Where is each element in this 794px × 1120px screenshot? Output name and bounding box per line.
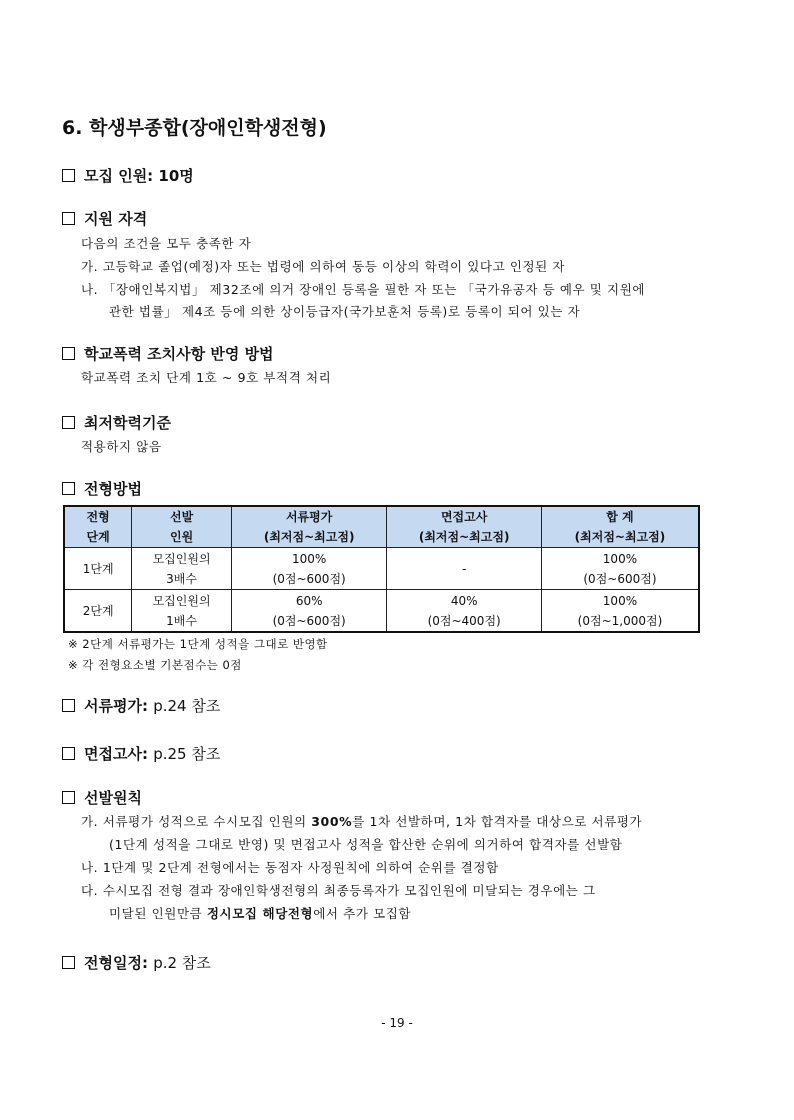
select-cell: 모집인원의 3배수	[132, 548, 232, 590]
violence-heading	[62, 343, 274, 364]
recruit-heading	[62, 165, 194, 186]
checkbox-square-icon	[62, 169, 75, 182]
table-row	[64, 548, 699, 590]
header-cell: 서류평가 (최저점~최고점)	[231, 506, 387, 548]
qualification-item: 관한 법률」 제4조 등에 의한 상이등급자(국가보훈처 등록)로 등록이 되어 있는 자	[109, 304, 581, 319]
header-cell: 면접고사 (최저점~최고점)	[387, 506, 542, 548]
stage-cell: 1단계	[64, 548, 132, 590]
checkbox-square-icon	[62, 699, 75, 712]
interview-cell: 40% (0점~400점)	[387, 590, 542, 633]
checkbox-square-icon	[62, 212, 75, 225]
doc-cell: 100% (0점~600점)	[231, 548, 387, 590]
interview-cell: -	[387, 548, 542, 590]
table-header-row	[64, 506, 699, 548]
interview-label: 면접고사:	[84, 745, 148, 763]
total-cell: 100% (0점~1,000점)	[541, 590, 699, 633]
principle-item: 미달된 인원만큼 정시모집 해당전형에서 추가 모집함	[109, 906, 412, 921]
doc-cell: 60% (0점~600점)	[231, 590, 387, 633]
violence-text: 학교폭력 조치 단계 1호 ~ 9호 부적격 처리	[81, 370, 332, 385]
checkbox-square-icon	[62, 416, 75, 429]
method-heading-text: 전형방법	[84, 480, 142, 498]
checkbox-square-icon	[62, 956, 75, 969]
principle-item: 나. 1단계 및 2단계 전형에서는 동점자 사정원칙에 의하여 순위를 결정함	[81, 860, 499, 875]
checkbox-square-icon	[62, 347, 75, 360]
qualification-heading	[62, 208, 147, 229]
minimum-text: 적용하지 않음	[81, 439, 162, 454]
checkbox-square-icon	[62, 482, 75, 495]
minimum-heading-text: 최저학력기준	[84, 414, 171, 432]
doc-eval-heading	[62, 695, 220, 716]
doc-eval-ref: p.24 참조	[153, 697, 221, 715]
header-cell: 선발 인원	[132, 506, 232, 548]
checkbox-square-icon	[62, 791, 75, 804]
table-note: ※ 각 전형요소별 기본점수는 0점	[68, 658, 242, 672]
table-row	[64, 590, 699, 633]
section-title: 6. 학생부종합(장애인학생전형)	[62, 117, 327, 139]
violence-heading-text: 학교폭력 조치사항 반영 방법	[84, 345, 274, 363]
total-cell: 100% (0점~600점)	[541, 548, 699, 590]
header-cell: 합 계 (최저점~최고점)	[541, 506, 699, 548]
table-note: ※ 2단계 서류평가는 1단계 성적을 그대로 반영함	[68, 637, 328, 651]
schedule-label: 전형일정:	[84, 954, 148, 972]
qualification-item: 가. 고등학교 졸업(예정)자 또는 법령에 의하여 동등 이상의 학력이 있다고 인정된 자	[81, 259, 566, 274]
qualification-item: 나. 「장애인복지법」 제32조에 의거 장애인 등록을 필한 자 또는 「국가유공자 등 예우 및 지원에	[81, 282, 646, 297]
recruit-value: 10명	[158, 167, 194, 185]
principle-heading	[62, 787, 142, 808]
recruit-label: 모집 인원:	[84, 167, 154, 185]
qualification-intro: 다음의 조건을 모두 충족한 자	[81, 236, 252, 251]
stage-cell: 2단계	[64, 590, 132, 633]
selection-method-table	[63, 505, 700, 633]
interview-ref: p.25 참조	[153, 745, 221, 763]
qualification-heading-text: 지원 자격	[84, 210, 148, 228]
select-cell: 모집인원의 1배수	[132, 590, 232, 633]
principle-item: 가. 서류평가 성적으로 수시모집 인원의 300%를 1차 선발하며, 1차 합격자를 대상으로 서류평가	[81, 814, 643, 829]
interview-heading	[62, 743, 220, 764]
schedule-ref: p.2 참조	[153, 954, 211, 972]
page-number: - 19 -	[381, 1016, 413, 1030]
schedule-heading	[62, 952, 211, 973]
principle-item: 다. 수시모집 전형 결과 장애인학생전형의 최종등록자가 모집인원에 미달되는 경우에는 그	[81, 883, 596, 898]
doc-eval-label: 서류평가:	[84, 697, 148, 715]
checkbox-square-icon	[62, 747, 75, 760]
method-heading	[62, 478, 142, 499]
header-cell: 전형 단계	[64, 506, 132, 548]
minimum-heading	[62, 412, 171, 433]
principle-heading-text: 선발원칙	[84, 789, 142, 807]
principle-item: (1단계 성적을 그대로 반영) 및 면접고사 성적을 합산한 순위에 의거하여 합격자를 선발함	[109, 837, 623, 852]
